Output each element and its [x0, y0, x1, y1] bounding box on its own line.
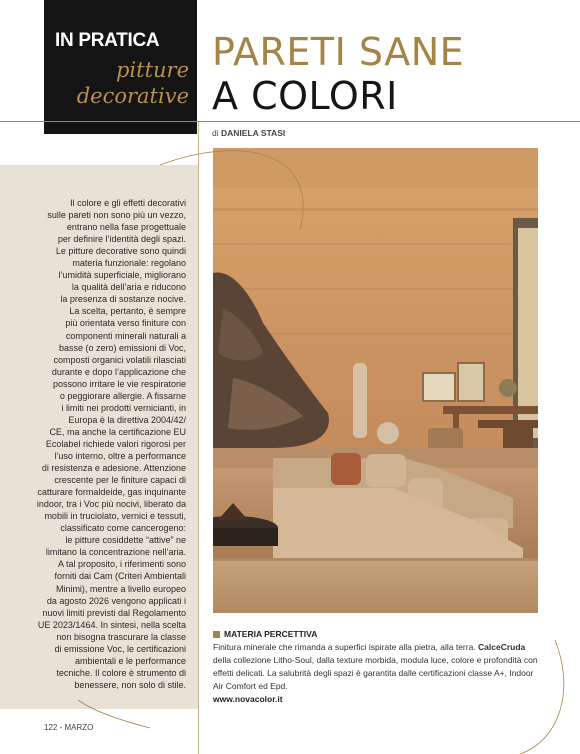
caption-text	[213, 641, 543, 693]
caption-title	[213, 628, 543, 641]
section-label-box	[44, 0, 197, 134]
headline-line2: A COLORI	[212, 74, 398, 118]
header-rule	[0, 121, 580, 122]
byline	[212, 128, 285, 138]
interior-photo	[213, 148, 538, 613]
section-script-line2: decorative	[76, 84, 189, 108]
byline-author: DANIELA STASI	[221, 128, 286, 138]
article-sidebar	[0, 165, 198, 709]
caption-brand: CalceCruda	[478, 642, 526, 652]
section-kicker: IN PRATICA	[55, 30, 160, 51]
caption-title-text: MATERIA PERCETTIVA	[224, 629, 318, 639]
article-body: Il colore e gli effetti decorativi sulle pareti non sono più un vezzo, entrano nella fase progettuale per definire l’identità degli spazi. Le pitture decorative sono quindi materia funzionale: regolano l’umidità superficiale, migliorano la qualità dell’aria e riducono la presenza di sostanze nocive. La scelta, pertanto, è sempre più orientata verso finiture con componenti minerali naturali a basse (o zero) emissioni di Voc, composti organici volatili rilasciati durante e dopo l’applicazione che possono irritare le vie respiratorie o peggiorare allergie. A fissarne i limiti nei prodotti vernicianti, in Europa è la direttiva 2004/42/ CE, ma anche la certificazione EU Ecolabel richiede valori rigorosi per l’uso interno, oltre a performance di resistenza e adesione. Attenzione crescente per le finiture capaci di catturare formaldeide, gas inquinante indoor, tra i Voc più nocivi, liberato da mobili in truciolato, vernici e tessuti, classificato come cancerogeno: le pitture cosiddette “attive” ne limitano la concentrazione nell’aria. A tal proposito, i riferimenti sono forniti dai Cam (Criteri Ambientali Minimi), mentre a livello europeo da agosto 2026 vengono applicati i nuovi limiti previsti dal Regolamento UE 2023/1464. In sintesi, nella scelta non bisogna trascurare la classe di emissione Voc, le certificazioni ambientali e le performance tecniche. Il colore è strumento di benessere, non solo di stile.	[36, 198, 186, 690]
headline-line1: PARETI SANE	[212, 30, 465, 74]
section-script-line1: pitture	[115, 58, 189, 82]
photo-caption	[213, 628, 543, 706]
interior-photo-illustration	[213, 148, 538, 613]
caption-text-before-brand: Finitura minerale che rimanda a superfici ispirate alla pietra, alla terra.	[213, 642, 479, 652]
caption-bullet-square	[213, 631, 220, 638]
column-divider	[198, 122, 199, 754]
byline-prefix: di	[212, 128, 219, 138]
caption-url[interactable]: www.novacolor.it	[213, 694, 283, 704]
page-footer: 122 - MARZO	[44, 723, 94, 732]
caption-text-after-brand: della collezione Litho-Soul, dalla texture morbida, modula luce, colore e profondità con effetti delicati. La salubrità degli spazi è garantita dalle certificazioni classe A+, Indoor Air Comfort ed Epd.	[213, 655, 538, 691]
